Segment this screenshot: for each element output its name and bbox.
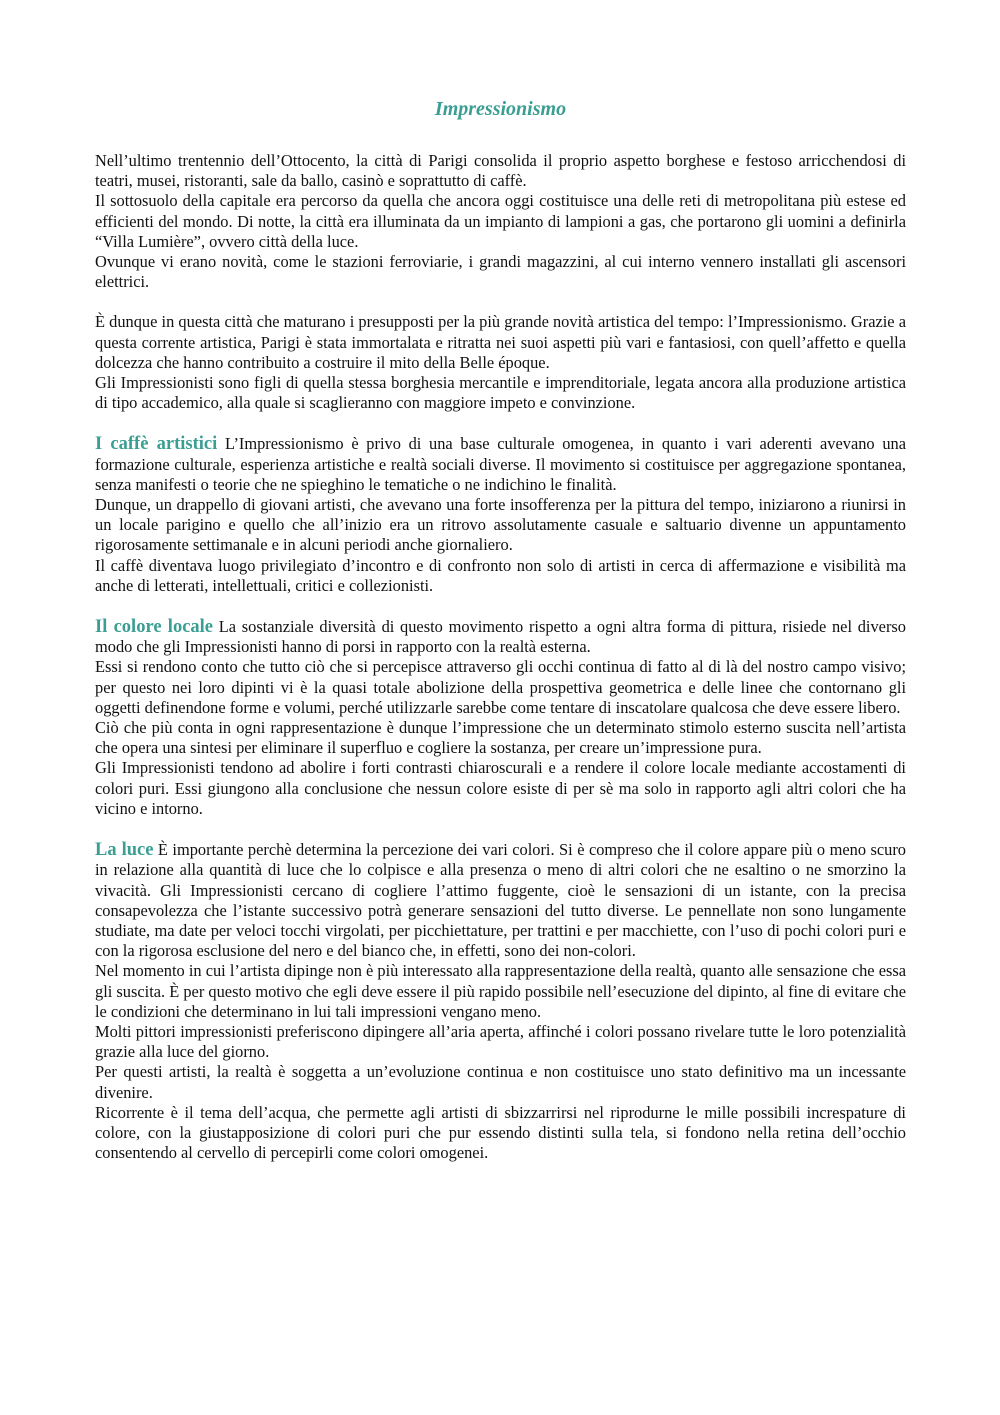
paragraph-gap xyxy=(95,819,906,840)
luce-section xyxy=(95,840,906,1163)
colore-section xyxy=(95,617,906,819)
paragraph: Gli Impressionisti sono figli di quella stessa borghesia mercantile e imprenditoriale, legata ancora alla produzione artistica di tipo accademico, alla quale si scaglieranno con maggiore impeto e convinzione. xyxy=(95,373,906,413)
paragraph: Gli Impressionisti tendono ad abolire i forti contrasti chiaroscurali e a rendere il colore locale mediante accostamenti di colori puri. Essi giungono alla conclusione che nessun colore esiste di per sè ma solo in rapporto agli altri colori che ha vicino e intorno. xyxy=(95,758,906,818)
impressionism-origin-section xyxy=(95,312,906,413)
section-heading: Il colore locale xyxy=(95,617,213,638)
paragraph: Il caffè diventava luogo privilegiato d’incontro e di confronto non solo di artisti in cerca di affermazione e visibilità ma anche di letterati, intellettuali, critici e collezionisti. xyxy=(95,555,906,595)
paragraph xyxy=(95,434,906,495)
paragraph: Molti pittori impressionisti preferiscono dipingere all’aria aperta, affinché i colori possano rivelare tutte le loro potenzialità grazie alla luce del giorno. xyxy=(95,1021,906,1062)
paragraph: Ciò che più conta in ogni rappresentazione è dunque l’impressione che un determinato stimolo esterno suscita nell’artista che opera una sintesi per eliminare il superfluo e cogliere la sostanza, per creare un’impressione pura. xyxy=(95,718,906,758)
paragraph: Nel momento in cui l’artista dipinge non è più interessato alla rappresentazione della realtà, quanto alle sensazione che essa gli suscita. È per questo motivo che egli deve essere il più rapido possibile nell’esecuzione del dipinto, al fine di evitare che le condizioni che determinano in lui tali impressioni vengano meno. xyxy=(95,961,906,1021)
paragraph: Ricorrente è il tema dell’acqua, che permette agli artisti di sbizzarrirsi nel riprodurne le mille possibili increspature di colore, con la giustapposizione di colori puri che pur essendo distinti sulla tela, si fondono nella retina dell’occhio consentendo al cervello di percepirli come colori omogenei. xyxy=(95,1102,906,1163)
document-page xyxy=(95,96,906,1163)
paragraph-text: L’Impressionismo è privo di una base culturale omogenea, in quanto i vari aderenti avevano una formazione culturale, esperienza artistiche e realtà sociali diverse. Il movimento si costituisce per aggregazione spontanea, senza manifesti o teorie che ne spieghino le tematiche o ne indichino le finalità. xyxy=(95,434,906,494)
paragraph-gap xyxy=(95,596,906,617)
paragraph-gap xyxy=(95,413,906,434)
paragraph: Nell’ultimo trentennio dell’Ottocento, la città di Parigi consolida il proprio aspetto borghese e festoso arricchendosi di teatri, musei, ristoranti, sale da ballo, casinò e soprattutto di caffè. xyxy=(95,151,906,191)
section-heading: I caffè artistici xyxy=(95,434,218,455)
paragraph-gap xyxy=(95,292,906,312)
intro-section xyxy=(95,151,906,292)
paragraph xyxy=(95,840,906,961)
paragraph: Ovunque vi erano novità, come le stazioni ferroviarie, i grandi magazzini, al cui interno vennero installati gli ascensori elettrici. xyxy=(95,252,906,292)
paragraph-text: È importante perchè determina la percezione dei vari colori. Si è compreso che il colore appare più o meno scuro in relazione alla quantità di luce che lo colpisce e alla presenza o meno di altri colori che ne esaltino o ne smorzino la vivacità. Gli Impressionisti cercano di cogliere l’attimo fuggente, cioè le sensazioni di un istante, con la precisa consapevolezza che l’istante successivo potrà generare sensazioni del tutto diverse. Le pennellate non sono lungamente studiate, ma date per veloci tocchi virgolati, per picchiettature, per trattini e per macchiette, con l’uso di pochi colori puri e con la rigorosa esclusione del nero e del bianco che, in effetti, sono dei non-colori. xyxy=(95,840,906,961)
document-title: Impressionismo xyxy=(434,98,567,120)
paragraph: Dunque, un drappello di giovani artisti, che avevano una forte insofferenza per la pittura del tempo, iniziarono a riunirsi in un locale parigino e quello che all’inizio era un ritrovo assolutamente casuale e saltuario divenne un appuntamento rigorosamente settimanale e in alcuni periodi anche giornaliero. xyxy=(95,495,906,555)
caffe-section xyxy=(95,434,906,596)
paragraph: Essi si rendono conto che tutto ciò che si percepisce attraverso gli occhi continua di fatto al di là del nostro campo visivo; per questo nei loro dipinti vi è la quasi totale abolizione della prospettiva geometrica e delle linee che contornano gli oggetti definendone forme e volumi, perché utilizzarle sarebbe come tentare di inscatolare qualcosa che deve essere libero. xyxy=(95,657,906,717)
section-heading: La luce xyxy=(95,840,154,861)
paragraph xyxy=(95,617,906,657)
paragraph: Il sottosuolo della capitale era percorso da quella che ancora oggi costituisce una delle reti di metropolitana più estese ed efficienti del mondo. Di notte, la città era illuminata da un impianto di lampioni a gas, che portarono gli uomini a definirla “Villa Lumière”, ovvero città della luce. xyxy=(95,191,906,251)
paragraph-text: La sostanziale diversità di questo movimento rispetto a ogni altra forma di pittura, risiede nel diverso modo che gli Impressionisti hanno di porsi in rapporto con la realtà esterna. xyxy=(95,617,906,657)
paragraph: È dunque in questa città che maturano i presupposti per la più grande novità artistica del tempo: l’Impressionismo. Grazie a questa corrente artistica, Parigi è stata immortalata e ritratta nei suoi aspetti più vari e fantasiosi, con quell’affetto e quella dolcezza che hanno contribuito a costruire il mito della Belle époque. xyxy=(95,312,906,372)
paragraph: Per questi artisti, la realtà è soggetta a un’evoluzione continua e non costituisce uno stato definitivo ma un incessante divenire. xyxy=(95,1062,906,1102)
